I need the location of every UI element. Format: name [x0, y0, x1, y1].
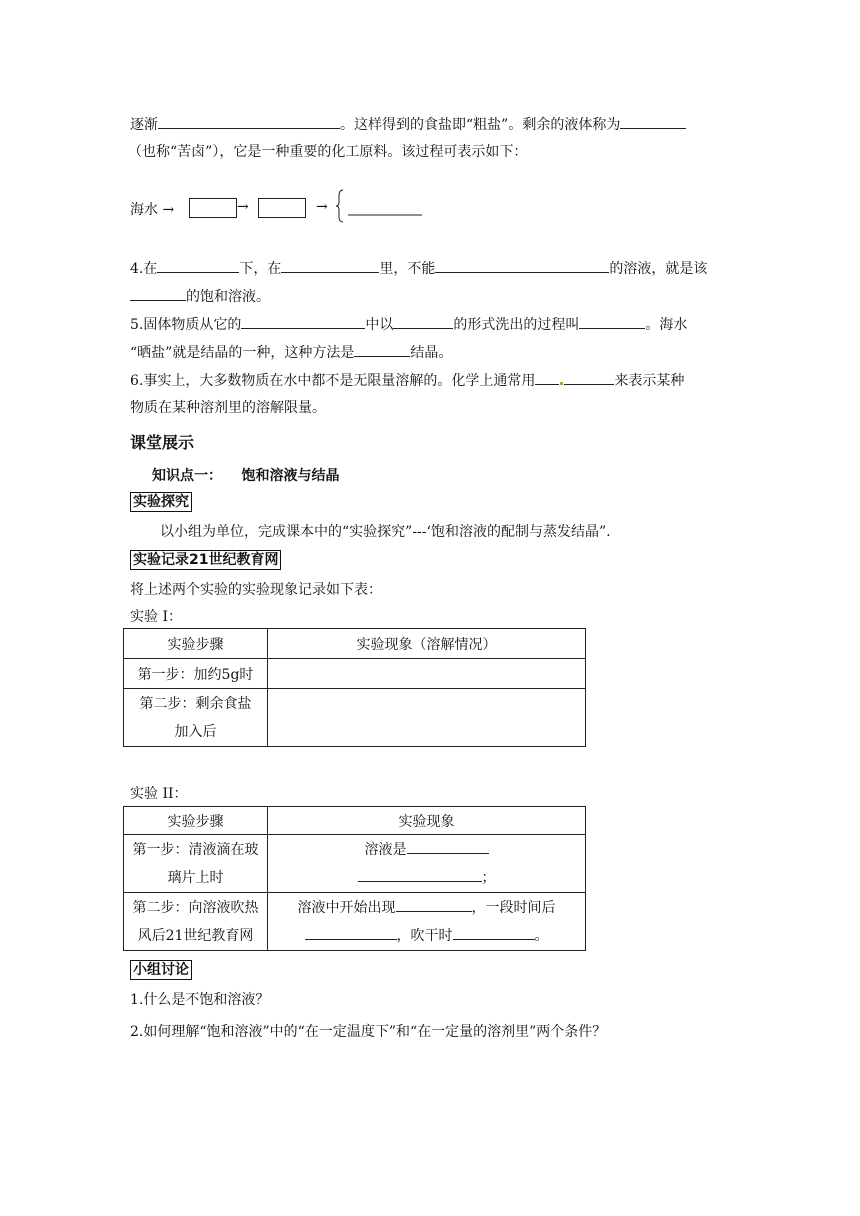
question-5-line-2: “晒盐”就是结晶的一种，这种方法是 结晶。: [130, 342, 452, 363]
section-title: 课堂展示: [130, 433, 195, 452]
table-cell-empty: [268, 659, 586, 689]
table-cell: 溶液是 ；: [268, 835, 586, 893]
table-cell: 第一步：清液滴在玻 璃片上时: [124, 835, 268, 893]
blank: [157, 258, 239, 273]
experiment-1-table: [123, 628, 586, 747]
blank: [407, 839, 489, 854]
mark-dot: [560, 382, 563, 385]
blank: [579, 314, 645, 329]
flow-brace: [334, 188, 424, 224]
blank: [358, 867, 482, 882]
discussion-question-2: 2.如何理解“饱和溶液”中的“在一定温度下”和“在一定量的溶剂里”两个条件？: [130, 1024, 607, 1040]
table-header: 实验现象（溶解情况）: [268, 629, 586, 659]
question-6-line-2: 物质在某种溶剂里的溶解限量。: [130, 400, 326, 416]
blank: [281, 258, 379, 273]
flow-box-1: [189, 198, 237, 218]
blank: [396, 897, 472, 912]
table-header: 实验步骤: [124, 629, 268, 659]
blank: [354, 342, 410, 357]
table-cell: 溶液中开始出现 ，一段时间后 ，吹干时 。: [268, 893, 586, 951]
intro-line-2: （也称“苦卤”），它是一种重要的化工原料。该过程可表示如下：: [128, 144, 528, 160]
table-cell-empty: [268, 689, 586, 747]
flow-label: 海水 →: [130, 202, 175, 218]
experiment-record-intro: 将上述两个实验的实验现象记录如下表：: [130, 582, 382, 598]
blank: [535, 370, 559, 385]
table-cell: 第二步：向溶液吹热 风后21世纪教育网: [124, 893, 268, 951]
group-discussion-title: 小组讨论: [130, 960, 192, 980]
experiment-2-table: [123, 806, 586, 951]
flow-box-2: [258, 198, 306, 218]
arrow: →: [316, 199, 328, 215]
experiment-explore-text: 以小组为单位，完成课本中的“实验探究”---‘饱和溶液的配制与蒸发结晶”.: [160, 524, 611, 540]
question-4-line-1: 4.在 下，在 里，不能 的溶液，就是该: [130, 258, 707, 279]
table-header: 实验步骤: [124, 807, 268, 835]
blank: [158, 114, 340, 129]
blank: [305, 925, 397, 940]
blank: [435, 258, 609, 273]
blank: [564, 370, 614, 385]
blank: [453, 925, 535, 940]
question-4-line-2: 的饱和溶液。: [130, 286, 270, 307]
experiment-2-label: 实验 II：: [130, 786, 188, 802]
experiment-1-label: 实验 I：: [130, 609, 182, 625]
experiment-explore-title: 实验探究: [130, 492, 192, 512]
blank: [620, 114, 686, 129]
question-5-line-1: 5.固体物质从它的 中以 的形式洗出的过程叫 。海水: [130, 314, 687, 335]
question-6-line-1: 6.事实上，大多数物质在水中都不是无限量溶解的。化学上通常用 来表示某种: [130, 370, 684, 391]
table-header: 实验现象: [268, 807, 586, 835]
blank: [130, 286, 186, 301]
table-cell: 第一步：加约5g时: [124, 659, 268, 689]
experiment-record-title: 实验记录21世纪教育网: [130, 550, 281, 570]
discussion-question-1: 1.什么是不饱和溶液？: [130, 992, 270, 1008]
blank: [241, 314, 365, 329]
intro-line-1: 逐渐 。这样得到的食盐即“粗盐”。剩余的液体称为: [130, 114, 686, 135]
table-cell: 第二步：剩余食盐 加入后: [124, 689, 268, 747]
knowledge-point: 知识点一： 饱和溶液与结晶: [152, 468, 340, 484]
blank: [393, 314, 453, 329]
arrow: →: [237, 199, 249, 215]
